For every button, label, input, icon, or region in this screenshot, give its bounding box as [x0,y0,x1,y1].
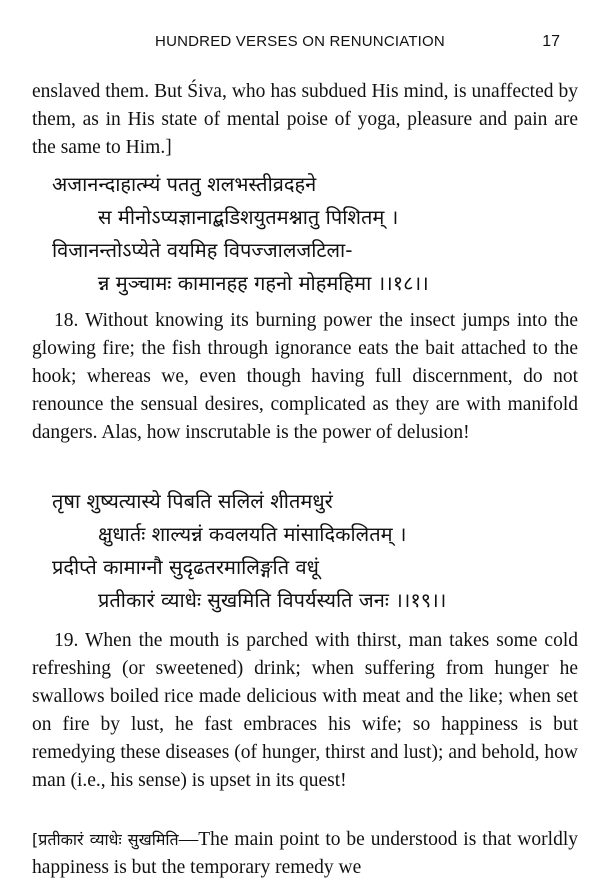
translation-19 [32,627,578,795]
intro-text: enslaved them. But Śiva, who has subdued His mind, is unaffected by them, as in His state of mental poise of yoga, pleasure and pain are the same to Him.] [32,81,578,158]
verse-18-line-1: अजानन्दाहात्म्यं पततु शलभस्तीव्रदहने [52,172,317,196]
commentary-note-text [32,826,578,882]
page-number: 17 [542,33,560,50]
verse-19 [32,485,578,617]
page-header [30,33,570,55]
commentary-note [32,826,578,882]
verse-19-line-1: तृषा शुष्यत्यास्ये पिबति सलिलं शीतमधुरं [52,489,333,513]
translation-18-text: 18. Without knowing its burning power the insect jumps into the glowing fire; the fish through ignorance eats the bait attached to the hook; whereas we, even though having full discernment, do not renounce the sensual desires, complicated as they are with manifold dangers. Alas, how inscrutable is the power of delusion! [32,310,578,443]
verse-18 [32,168,578,300]
verse-18-line-2: स मीनोऽप्यज्ञानाद्बडिशयुतमश्नातु पिशितम् । [98,205,399,229]
translation-18 [32,307,578,447]
verse-19-line-2: क्षुधार्तः शाल्यन्नं कवलयति मांसादिकलितम् । [98,522,407,546]
note-sanskrit: [प्रतीकारं व्याधेः सुखमिति [32,830,179,849]
note-english: —The main point to be understood is that worldly happiness is but the temporary remedy we [32,829,579,878]
intro-paragraph [32,78,578,162]
verse-18-line-3: विजानन्तोऽप्येते वयमिह विपज्जालजटिला- [52,238,353,262]
verse-19-line-3: प्रदीप्ते कामाग्नौ सुदृढतरमालिङ्गति वधूं [52,555,319,579]
verse-19-line-4: प्रतीकारं व्याधेः सुखमिति विपर्यस्यति जनः ।।१९।। [98,588,447,612]
verse-18-line-4: न्न मुञ्चामः कामानहह गहनो मोहमहिमा ।।१८।। [98,271,429,295]
running-head: HUNDRED VERSES ON RENUNCIATION [155,33,445,50]
translation-19-text: 19. When the mouth is parched with thirst, man takes some cold refreshing (or sweetened) drink; when suffering from hunger he swallows boiled rice made delicious with meat and the like; when set on fire by lust, he fast embraces his wife; so happiness is but remedying these diseases (of hunger, thirst and lust); and behold, how man (i.e., his sense) is upset in its quest! [32,630,578,791]
